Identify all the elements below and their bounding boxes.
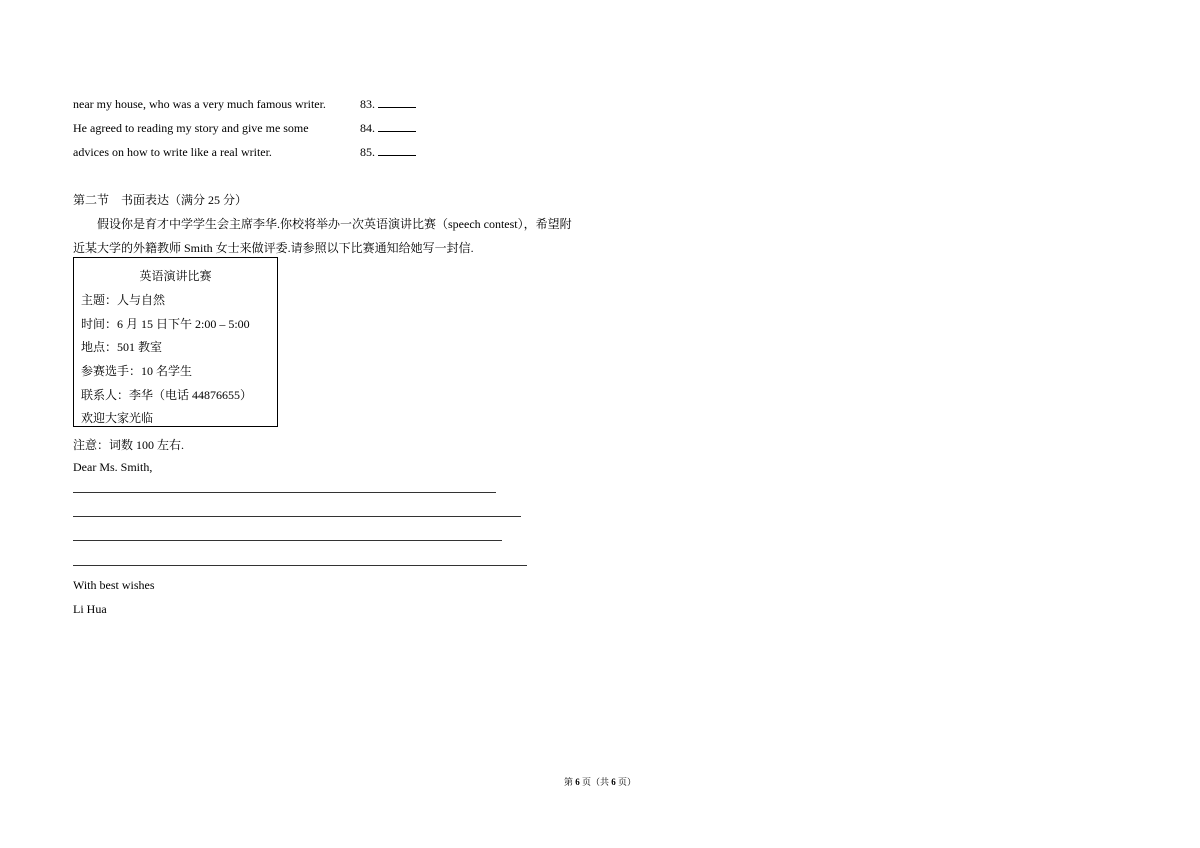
notice-place: 地点：501 教室: [81, 340, 163, 354]
notice-contestants: 参赛选手：10 名学生: [81, 364, 193, 378]
footer-page-number: 6: [575, 777, 580, 787]
page-footer: [0, 775, 1200, 788]
letter-signature: Li Hua: [73, 602, 107, 616]
answer-number: 85.: [360, 145, 375, 159]
word-count-note: 注意：词数 100 左右.: [73, 438, 185, 452]
contest-notice-box: [73, 257, 278, 427]
letter-closing: With best wishes: [73, 578, 155, 592]
notice-contact: 联系人：李华（电话 44876655）: [81, 388, 253, 402]
footer-middle: 页（共: [581, 777, 609, 787]
notice-topic: 主题：人与自然: [81, 293, 166, 307]
writing-line[interactable]: [73, 540, 502, 541]
answer-number: 83.: [360, 97, 375, 111]
passage-line-84: He agreed to reading my story and give me some: [73, 121, 309, 135]
writing-prompt-line-2: 近某大学的外籍教师 Smith 女士来做评委.请参照以下比赛通知给她写一封信.: [73, 241, 474, 255]
answer-number: 84.: [360, 121, 375, 135]
writing-line[interactable]: [73, 565, 527, 566]
notice-time: 时间：6 月 15 日下午 2:00 – 5:00: [81, 317, 250, 331]
answer-85: [360, 145, 416, 160]
writing-line[interactable]: [73, 516, 521, 517]
passage-line-85: advices on how to write like a real writer.: [73, 145, 272, 159]
writing-prompt-line-1: 假设你是育才中学学生会主席李华.你校将举办一次英语演讲比赛（speech contest），希望附: [97, 217, 572, 231]
notice-title: 英语演讲比赛: [139, 269, 212, 283]
answer-blank[interactable]: [378, 97, 416, 108]
passage-line-83: near my house, who was a very much famous writer.: [73, 97, 326, 111]
answer-83: [360, 97, 416, 112]
footer-prefix: 第: [563, 777, 573, 787]
footer-suffix: 页）: [618, 777, 637, 787]
answer-blank[interactable]: [378, 121, 416, 132]
notice-welcome: 欢迎大家光临: [81, 411, 154, 425]
answer-84: [360, 121, 416, 136]
answer-blank[interactable]: [378, 145, 416, 156]
section-heading: 第二节 书面表达（满分 25 分）: [73, 193, 248, 207]
letter-salutation: Dear Ms. Smith,: [73, 460, 153, 474]
footer-total-pages: 6: [611, 777, 616, 787]
writing-line[interactable]: [73, 492, 496, 493]
